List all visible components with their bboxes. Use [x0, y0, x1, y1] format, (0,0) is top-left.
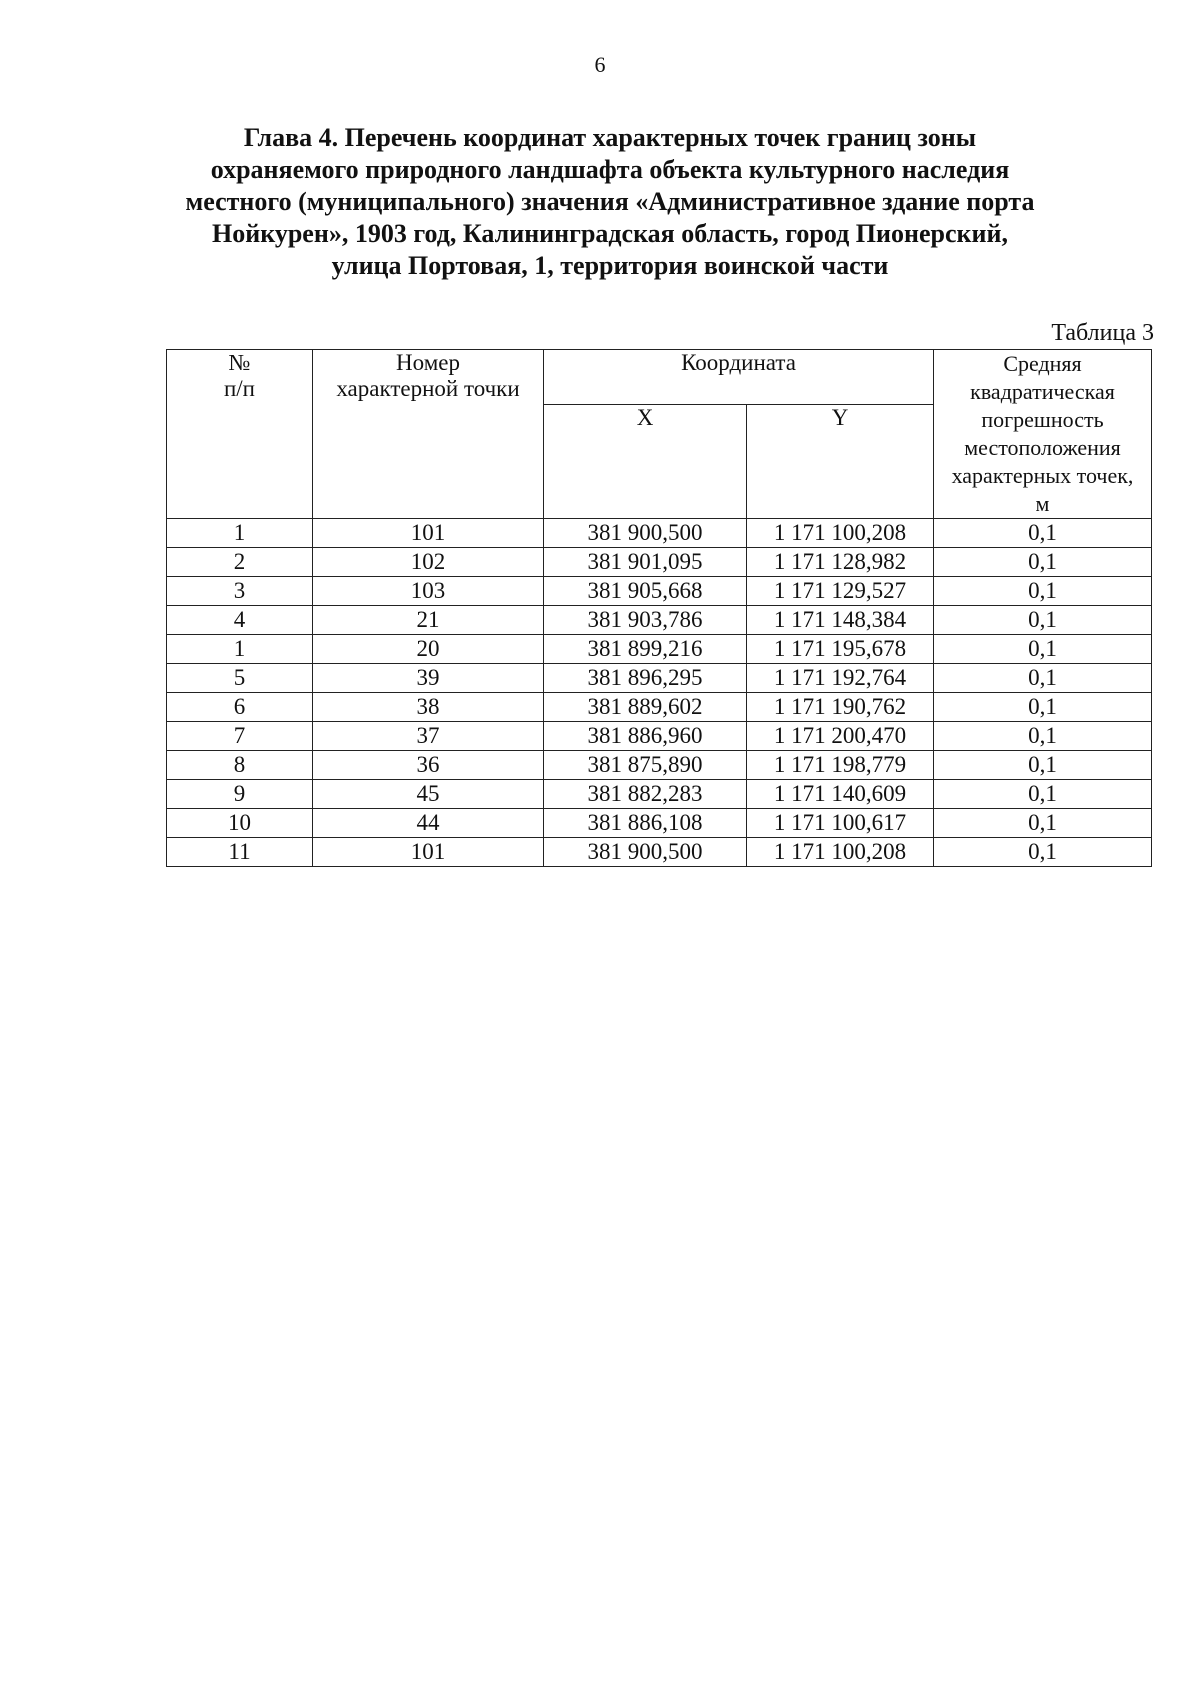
coordinates-table	[166, 349, 1152, 867]
cell-num: 3	[167, 577, 313, 606]
header-text: характерных точек,	[951, 463, 1134, 488]
header-text: Средняя	[1003, 351, 1082, 376]
cell-num: 4	[167, 606, 313, 635]
cell-y: 1 171 200,470	[747, 722, 934, 751]
header-error	[934, 350, 1152, 519]
title-line: охраняемого природного ландшафта объекта культурного наследия	[210, 155, 1010, 184]
title-line: Глава 4. Перечень координат характерных точек границ зоны	[243, 123, 977, 152]
cell-num: 8	[167, 751, 313, 780]
cell-num: 5	[167, 664, 313, 693]
cell-num: 6	[167, 693, 313, 722]
table-row	[167, 664, 1152, 693]
cell-point-number: 20	[313, 635, 544, 664]
cell-y: 1 171 198,779	[747, 751, 934, 780]
table-row	[167, 693, 1152, 722]
header-text: №	[228, 350, 251, 375]
cell-point-number: 39	[313, 664, 544, 693]
cell-x: 381 886,108	[544, 809, 747, 838]
table-caption: Таблица 3	[1051, 320, 1154, 346]
table-row	[167, 519, 1152, 548]
cell-num: 2	[167, 548, 313, 577]
table-row	[167, 780, 1152, 809]
table-row	[167, 751, 1152, 780]
cell-error: 0,1	[934, 780, 1152, 809]
header-text: м	[1035, 491, 1050, 516]
title-line: местного (муниципального) значения «Административное здание порта	[185, 187, 1035, 216]
header-num	[167, 350, 313, 519]
cell-error: 0,1	[934, 519, 1152, 548]
cell-num: 1	[167, 519, 313, 548]
table-row	[167, 722, 1152, 751]
cell-y: 1 171 140,609	[747, 780, 934, 809]
cell-point-number: 101	[313, 838, 544, 867]
cell-y: 1 171 190,762	[747, 693, 934, 722]
cell-y: 1 171 100,617	[747, 809, 934, 838]
header-coordinate: Координата	[544, 350, 934, 405]
header-x: X	[544, 404, 747, 518]
cell-error: 0,1	[934, 635, 1152, 664]
page-number: 6	[594, 52, 606, 77]
cell-error: 0,1	[934, 722, 1152, 751]
cell-point-number: 36	[313, 751, 544, 780]
chapter-title	[170, 122, 1050, 282]
cell-y: 1 171 100,208	[747, 838, 934, 867]
cell-point-number: 45	[313, 780, 544, 809]
table-row	[167, 577, 1152, 606]
title-line: улица Портовая, 1, территория воинской части	[331, 251, 889, 280]
cell-x: 381 901,095	[544, 548, 747, 577]
header-text: местоположения	[964, 435, 1121, 460]
cell-num: 7	[167, 722, 313, 751]
cell-x: 381 875,890	[544, 751, 747, 780]
cell-num: 10	[167, 809, 313, 838]
table-header	[167, 350, 1152, 519]
table-row	[167, 548, 1152, 577]
cell-y: 1 171 192,764	[747, 664, 934, 693]
header-y: Y	[747, 404, 934, 518]
cell-x: 381 886,960	[544, 722, 747, 751]
cell-x: 381 900,500	[544, 519, 747, 548]
header-text: Номер	[396, 350, 460, 375]
table-row	[167, 606, 1152, 635]
cell-y: 1 171 128,982	[747, 548, 934, 577]
cell-x: 381 882,283	[544, 780, 747, 809]
cell-error: 0,1	[934, 809, 1152, 838]
header-point-number	[313, 350, 544, 519]
cell-point-number: 44	[313, 809, 544, 838]
cell-point-number: 21	[313, 606, 544, 635]
cell-point-number: 102	[313, 548, 544, 577]
cell-y: 1 171 148,384	[747, 606, 934, 635]
cell-x: 381 889,602	[544, 693, 747, 722]
cell-point-number: 103	[313, 577, 544, 606]
cell-error: 0,1	[934, 548, 1152, 577]
cell-error: 0,1	[934, 693, 1152, 722]
cell-error: 0,1	[934, 838, 1152, 867]
cell-x: 381 903,786	[544, 606, 747, 635]
table-row	[167, 838, 1152, 867]
cell-error: 0,1	[934, 664, 1152, 693]
cell-error: 0,1	[934, 577, 1152, 606]
cell-point-number: 37	[313, 722, 544, 751]
cell-num: 9	[167, 780, 313, 809]
cell-error: 0,1	[934, 751, 1152, 780]
table-body	[167, 519, 1152, 867]
cell-x: 381 899,216	[544, 635, 747, 664]
cell-error: 0,1	[934, 606, 1152, 635]
cell-y: 1 171 129,527	[747, 577, 934, 606]
cell-y: 1 171 195,678	[747, 635, 934, 664]
table-row	[167, 635, 1152, 664]
cell-point-number: 38	[313, 693, 544, 722]
cell-num: 1	[167, 635, 313, 664]
cell-num: 11	[167, 838, 313, 867]
cell-x: 381 896,295	[544, 664, 747, 693]
cell-x: 381 900,500	[544, 838, 747, 867]
cell-x: 381 905,668	[544, 577, 747, 606]
header-text: п/п	[223, 376, 255, 401]
header-text: квадратическая	[970, 379, 1115, 404]
header-text: погрешность	[981, 407, 1104, 432]
table-row	[167, 809, 1152, 838]
header-text: характерной точки	[336, 376, 520, 401]
cell-point-number: 101	[313, 519, 544, 548]
title-line: Нойкурен», 1903 год, Калининградская область, город Пионерский,	[212, 219, 1008, 248]
cell-y: 1 171 100,208	[747, 519, 934, 548]
